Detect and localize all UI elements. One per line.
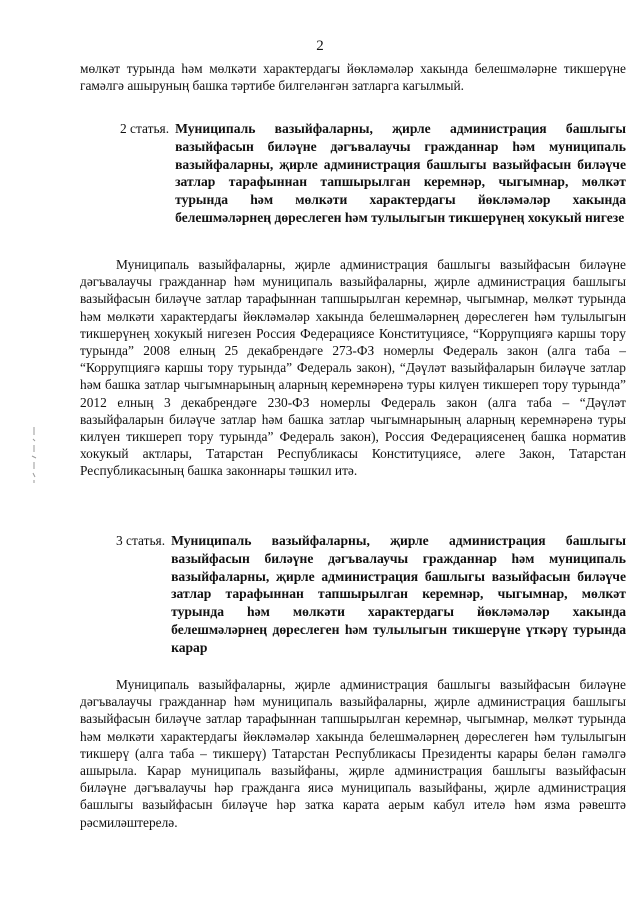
article-3-number: 3 статья. [116, 533, 166, 548]
margin-scan-mark-icon [30, 425, 38, 485]
page-number: 2 [316, 38, 324, 54]
article-2-body: Муниципаль вазыйфаларны, җирле администрация башлыгы вазыйфасын биләүне дәгъвалаучы гражданнар һәм муниципаль вазыйфаларны, җирле администрация башлыгы вазыйфасын биләүче затлар тарафыннан тапшырылган керемнәр, чыгымнар, мөлкәт турында һәм мөлкәти характердагы йөкләмәләр хакында белешмәләрнең дөреслеген һәм тулылыгын тикшерүнең хокукый нигезен Россия Федерациясе Конституциясе, “Коррупциягә каршы тору турында” 2008 елның 25 декабрендәге 273-ФЗ номерлы Федераль закон (алга таба – “Коррупциягә каршы тору турында” Федераль закон), “Дәүләт вазыйфаларын биләүче затлар һәм башка затлар чыгымнарының аларның керемнәренә туры килүен тикшереп тору турында” 2012 елның 3 декабрендәге 230-ФЗ номерлы Федераль закон (алга таба – “Дәүләт вазыйфаларын биләүче затлар һәм башка затлар чыгымнарының аларның керемнәренә туры килүен тикшереп тору турында” Федераль закон), Россия Федерациясенең башка норматив хокукый актлары, Татарстан Республикасы Конституциясе, әлеге Закон, Татарстан Республикасының башка законнары тәшкил итә. [80, 257, 626, 479]
intro-paragraph: мөлкәт турында һәм мөлкәти характердагы йөкләмәләр хакында белешмәләрне тикшерүне гамәлгә ашыруның башка тәртибе билгеләнгән затларга кагылмый. [80, 61, 626, 94]
article-3-heading [116, 532, 626, 657]
article-3-title: Муниципаль вазыйфаларны, җирле администрация башлыгы вазыйфасын биләүне дәгъвалаучы гражданнар һәм муниципаль вазыйфаларны, җирле администрация башлыгы вазыйфасын биләүче затлар тарафыннан тапшырылган керемнәр, чыгымнар, мөлкәт турында һәм мөлкәти характердагы йөкләмәләр хакында белешмәләрнең дөреслеген һәм тулылыгын тикшерүне үткәрү турында карар [171, 533, 626, 655]
article-2-title: Муниципаль вазыйфаларны, җирле администрация башлыгы вазыйфасын биләүне дәгъвалаучы гражданнар һәм муниципаль вазыйфаларны, җирле администрация башлыгы вазыйфасын биләүче затлар тарафыннан тапшырылган керемнәр, чыгымнар, мөлкәт турында һәм мөлкәти характердагы йөкләмәләр хакында белешмәләрнең дөреслеген һәм тулылыгын тикшерүнең хокукый нигезе [175, 121, 626, 225]
article-2-heading [120, 120, 626, 227]
article-2-number: 2 статья. [120, 121, 170, 136]
article-3-body: Муниципаль вазыйфаларны, җирле администрация башлыгы вазыйфасын биләүне дәгъвалаучы гражданнар һәм муниципаль вазыйфаларны, җирле администрация башлыгы вазыйфасын биләүче затлар тарафыннан тапшырылган керемнәр, чыгымнар, мөлкәт турында һәм мөлкәти характердагы йөкләмәләр хакында белешмәләрнең дөреслеген һәм тулылыгын тикшерү (алга таба – тикшерү) Татарстан Республикасы Президенты карары белән гамәлгә ашырыла. Карар муниципаль вазыйфаны, җирле администрация башлыгы вазыйфасын биләүне дәгъвалаучы һәр гражданга яисә муниципаль вазыйфаны, җирле администрация башлыгы вазыйфасын биләүче һәр затка карата аерым кабул ителә һәм язма рәвештә рәсмиләштерелә. [80, 677, 626, 830]
